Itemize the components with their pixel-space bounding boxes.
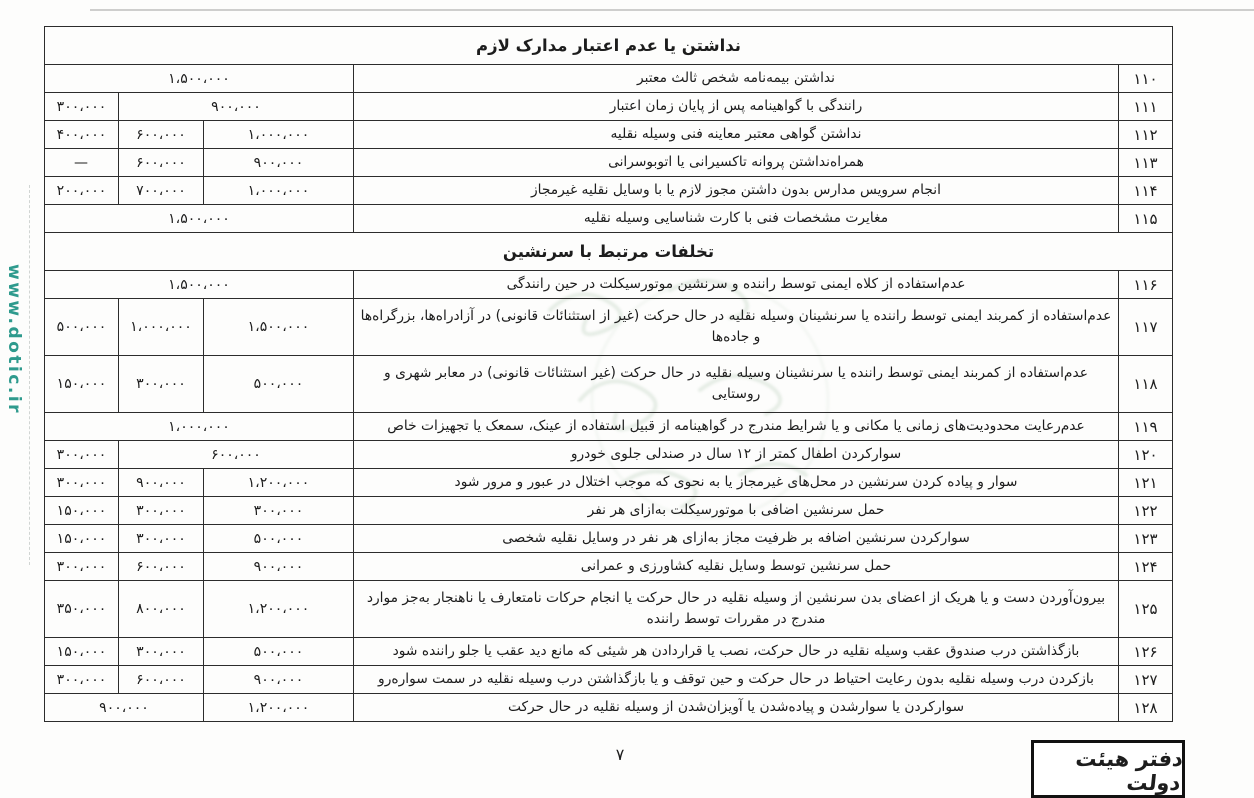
fine-amount: ۵۰۰،۰۰۰ — [204, 638, 354, 666]
fine-row — [45, 497, 1173, 525]
section-header: نداشتن یا عدم اعتبار مدارک لازم — [45, 27, 1173, 65]
fine-amount: ۶۰۰،۰۰۰ — [119, 553, 204, 581]
row-number: ۱۱۰ — [1119, 65, 1173, 93]
cabinet-office-stamp — [1031, 740, 1185, 798]
fine-amount: ۳۰۰،۰۰۰ — [45, 553, 119, 581]
fine-amount: ۵۰۰،۰۰۰ — [45, 299, 119, 356]
violation-description: سوارکردن اطفال کمتر از ۱۲ سال در صندلی جلوی خودرو — [354, 441, 1119, 469]
fine-amount: ۶۰۰،۰۰۰ — [119, 149, 204, 177]
violation-description: عدم‌استفاده از کمربند ایمنی توسط راننده یا سرنشینان وسیله نقلیه در حال حرکت (غیر استثنائات قانونی) در معابر شهری و روستایی — [354, 356, 1119, 413]
violation-description: حمل سرنشین توسط وسایل نقلیه کشاورزی و عمرانی — [354, 553, 1119, 581]
fine-amount: ۹۰۰،۰۰۰ — [204, 149, 354, 177]
fine-amount: ۵۰۰،۰۰۰ — [204, 525, 354, 553]
row-number: ۱۱۵ — [1119, 205, 1173, 233]
fine-row — [45, 65, 1173, 93]
fine-amount: ۱،۵۰۰،۰۰۰ — [45, 65, 354, 93]
row-number: ۱۲۷ — [1119, 666, 1173, 694]
fine-amount: ۳۰۰،۰۰۰ — [45, 666, 119, 694]
fine-amount: ۱،۰۰۰،۰۰۰ — [119, 299, 204, 356]
fine-amount: — — [45, 149, 119, 177]
fine-amount: ۳۰۰،۰۰۰ — [119, 356, 204, 413]
fine-amount: ۷۰۰،۰۰۰ — [119, 177, 204, 205]
fine-amount: ۳۰۰،۰۰۰ — [119, 525, 204, 553]
row-number: ۱۲۸ — [1119, 694, 1173, 722]
fine-amount: ۹۰۰،۰۰۰ — [204, 666, 354, 694]
fine-amount: ۵۰۰،۰۰۰ — [204, 356, 354, 413]
fine-row — [45, 581, 1173, 638]
fine-amount: ۳۰۰،۰۰۰ — [119, 497, 204, 525]
row-number: ۱۱۸ — [1119, 356, 1173, 413]
fine-amount: ۶۰۰،۰۰۰ — [119, 121, 204, 149]
violation-description: بازگذاشتن درب صندوق عقب وسیله نقلیه در حال حرکت، نصب یا قراردادن هر شیئی که مانع دید عقب یا جلو راننده شود — [354, 638, 1119, 666]
fine-amount: ۹۰۰،۰۰۰ — [204, 553, 354, 581]
fine-row — [45, 525, 1173, 553]
fine-amount: ۱،۲۰۰،۰۰۰ — [204, 469, 354, 497]
row-number: ۱۱۳ — [1119, 149, 1173, 177]
fine-amount: ۸۰۰،۰۰۰ — [119, 581, 204, 638]
fine-amount: ۱،۰۰۰،۰۰۰ — [204, 121, 354, 149]
fine-amount: ۶۰۰،۰۰۰ — [119, 441, 354, 469]
fine-amount: ۱۵۰،۰۰۰ — [45, 525, 119, 553]
fine-amount: ۴۰۰،۰۰۰ — [45, 121, 119, 149]
fine-row — [45, 205, 1173, 233]
fine-amount: ۳۰۰،۰۰۰ — [45, 441, 119, 469]
fine-amount: ۱،۲۰۰،۰۰۰ — [204, 694, 354, 722]
fine-row — [45, 553, 1173, 581]
fine-row — [45, 121, 1173, 149]
row-number: ۱۲۲ — [1119, 497, 1173, 525]
fine-amount: ۱،۵۰۰،۰۰۰ — [204, 299, 354, 356]
violation-description: عدم‌استفاده از کلاه ایمنی توسط راننده و سرنشین موتورسیکلت در حین رانندگی — [354, 271, 1119, 299]
row-number: ۱۱۹ — [1119, 413, 1173, 441]
fines-table-body — [45, 27, 1173, 722]
row-number: ۱۲۳ — [1119, 525, 1173, 553]
fine-row — [45, 149, 1173, 177]
row-number: ۱۲۱ — [1119, 469, 1173, 497]
violation-description: انجام سرویس مدارس بدون داشتن مجوز لازم یا با وسایل نقلیه غیرمجاز — [354, 177, 1119, 205]
violation-description: نداشتن گواهی معتبر معاینه فنی وسیله نقلیه — [354, 121, 1119, 149]
scan-fold-line — [29, 185, 31, 565]
fine-amount: ۱،۰۰۰،۰۰۰ — [204, 177, 354, 205]
section-header: تخلفات مرتبط با سرنشین — [45, 233, 1173, 271]
fine-amount: ۱۵۰،۰۰۰ — [45, 638, 119, 666]
violation-description: سوارکردن یا سوارشدن و پیاده‌شدن یا آویزان‌شدن از وسیله نقلیه در حال حرکت — [354, 694, 1119, 722]
row-number: ۱۲۴ — [1119, 553, 1173, 581]
violation-description: عدم‌استفاده از کمربند ایمنی توسط راننده یا سرنشینان وسیله نقلیه در حال حرکت (غیر از استثنائات قانونی) در آزادراه‌ها، بزرگراه‌ها و جاده‌ها — [354, 299, 1119, 356]
fine-row — [45, 93, 1173, 121]
cabinet-office-stamp-label: دفتر هیئت دولت — [1074, 747, 1185, 795]
row-number: ۱۲۵ — [1119, 581, 1173, 638]
violation-description: سوارکردن سرنشین اضافه بر ظرفیت مجاز به‌ازای هر نفر در وسایل نقلیه شخصی — [354, 525, 1119, 553]
fine-amount: ۱،۵۰۰،۰۰۰ — [45, 205, 354, 233]
fine-amount: ۱۵۰،۰۰۰ — [45, 497, 119, 525]
scan-edge-line — [90, 9, 1254, 11]
section-header-row — [45, 27, 1173, 65]
fine-amount: ۳۰۰،۰۰۰ — [119, 638, 204, 666]
fine-amount: ۹۰۰،۰۰۰ — [119, 469, 204, 497]
fine-amount: ۳۵۰،۰۰۰ — [45, 581, 119, 638]
row-number: ۱۲۰ — [1119, 441, 1173, 469]
fine-row — [45, 299, 1173, 356]
fine-amount: ۱،۰۰۰،۰۰۰ — [45, 413, 354, 441]
row-number: ۱۱۴ — [1119, 177, 1173, 205]
fine-amount: ۲۰۰،۰۰۰ — [45, 177, 119, 205]
fine-row — [45, 177, 1173, 205]
row-number: ۱۱۷ — [1119, 299, 1173, 356]
fine-row — [45, 356, 1173, 413]
traffic-fines-table — [44, 26, 1173, 722]
violation-description: سوار و پیاده کردن سرنشین در محل‌های غیرمجاز یا به نحوی که موجب اختلال در عبور و مرور شود — [354, 469, 1119, 497]
fine-amount: ۹۰۰،۰۰۰ — [45, 694, 204, 722]
fine-row — [45, 413, 1173, 441]
fine-amount: ۳۰۰،۰۰۰ — [204, 497, 354, 525]
violation-description: همراه‌نداشتن پروانه تاکسیرانی یا اتوبوسرانی — [354, 149, 1119, 177]
fine-row — [45, 694, 1173, 722]
row-number: ۱۱۲ — [1119, 121, 1173, 149]
violation-description: بیرون‌آوردن دست و یا هریک از اعضای بدن سرنشین از وسیله نقلیه در حال حرکت یا انجام حرکات نامتعارف یا ناهنجار به‌جز موارد مندرج در مقررات توسط راننده — [354, 581, 1119, 638]
fine-amount: ۱۵۰،۰۰۰ — [45, 356, 119, 413]
fine-row — [45, 469, 1173, 497]
page-number: ۷ — [615, 745, 625, 764]
fine-amount: ۳۰۰،۰۰۰ — [45, 93, 119, 121]
violation-description: نداشتن بیمه‌نامه شخص ثالث معتبر — [354, 65, 1119, 93]
fine-amount: ۱،۲۰۰،۰۰۰ — [204, 581, 354, 638]
violation-description: رانندگی با گواهینامه پس از پایان زمان اعتبار — [354, 93, 1119, 121]
fine-amount: ۹۰۰،۰۰۰ — [119, 93, 354, 121]
violation-description: حمل سرنشین اضافی با موتورسیکلت به‌ازای هر نفر — [354, 497, 1119, 525]
fine-amount: ۳۰۰،۰۰۰ — [45, 469, 119, 497]
fine-row — [45, 441, 1173, 469]
violation-description: مغایرت مشخصات فنی با کارت شناسایی وسیله نقلیه — [354, 205, 1119, 233]
fine-row — [45, 666, 1173, 694]
row-number: ۱۲۶ — [1119, 638, 1173, 666]
row-number: ۱۱۶ — [1119, 271, 1173, 299]
fine-row — [45, 271, 1173, 299]
fine-amount: ۱،۵۰۰،۰۰۰ — [45, 271, 354, 299]
fine-amount: ۶۰۰،۰۰۰ — [119, 666, 204, 694]
violation-description: بازکردن درب وسیله نقلیه بدون رعایت احتیاط در حال حرکت و حین توقف و یا بازگذاشتن درب وسیله نقلیه در سمت سواره‌رو — [354, 666, 1119, 694]
violation-description: عدم‌رعایت محدودیت‌های زمانی یا مکانی و یا شرایط مندرج در گواهینامه از قبیل استفاده از عینک، سمعک یا تجهیزات خاص — [354, 413, 1119, 441]
fine-row — [45, 638, 1173, 666]
row-number: ۱۱۱ — [1119, 93, 1173, 121]
section-header-row — [45, 233, 1173, 271]
site-watermark: www.dotic.ir — [4, 264, 24, 416]
